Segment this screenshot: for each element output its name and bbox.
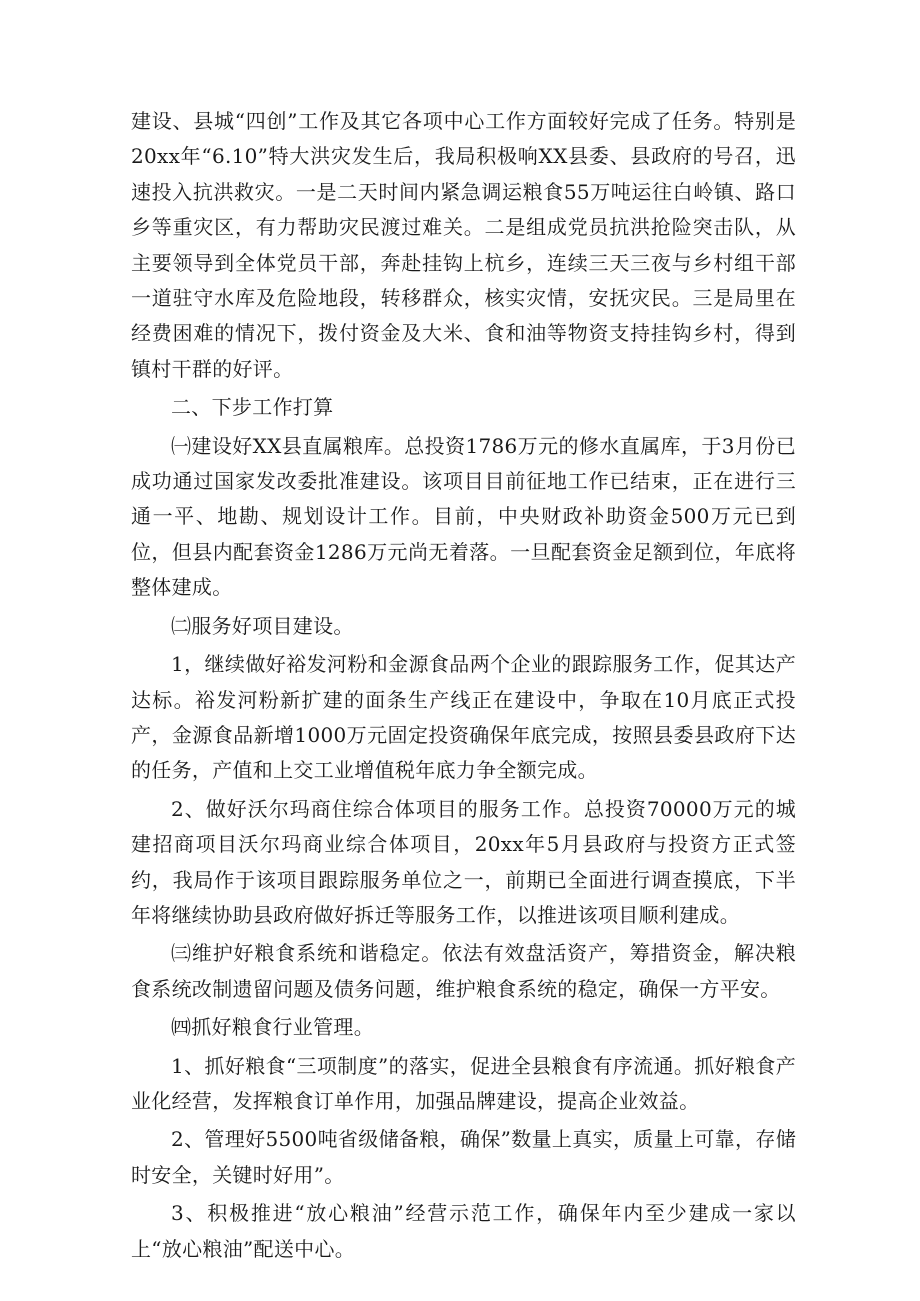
paragraph-safe-grain-oil: 3、积极推进“放心粮油”经营示范工作，确保年内至少建成一家以上“放心粮油”配送中心。 — [131, 1201, 796, 1261]
section-heading-next-steps: 二、下步工作打算 — [171, 395, 334, 420]
paragraph-project-service-heading: ㈡服务好项目建设。 — [171, 613, 354, 638]
paragraph-grain-depot: ㈠建设好XX县直属粮库。总投资1786万元的修水直属库，于3月份已成功通过国家发改委批准建设。该项目目前征地工作已结束，正在进行三通一平、地勘、规划设计工作。目前，中央财政补助资金500万元已到位，但县内配套资金1286万元尚无着落。一旦配套资金足额到位，年底将整体建成。 — [131, 433, 796, 600]
paragraph-walmart-project: 2、做好沃尔玛商住综合体项目的服务工作。总投资70000万元的城建招商项目沃尔玛商业综合体项目，20xx年5月县政府与投资方正式签约，我局作于该项目跟踪服务单位之一，前期已全面进行调查摸底，下半年将继续协助县政府做好拆迁等服务工作，以推进该项目顺利建成。 — [131, 796, 796, 927]
paragraph-enterprise-service: 1，继续做好裕发河粉和金源食品两个企业的跟踪服务工作，促其达产达标。裕发河粉新扩建的面条生产线正在建设中，争取在10月底正式投产，金源食品新增1000万元固定投资确保年底完成，按照县委县政府下达的任务，产值和上交工业增值税年底力争全额完成。 — [131, 652, 796, 783]
paragraph-three-systems: 1、抓好粮食“三项制度”的落实，促进全县粮食有序流通。抓好粮食产业化经营，发挥粮食订单作用，加强品牌建设，提高企业效益。 — [131, 1053, 796, 1113]
paragraph-industry-management-heading: ㈣抓好粮食行业管理。 — [171, 1015, 374, 1040]
paragraph-system-stability: ㈢维护好粮食系统和谐稳定。依法有效盘活资产，筹措资金，解决粮食系统改制遗留问题及债务问题，维护粮食系统的稳定，确保一方平安。 — [131, 941, 796, 1001]
paragraph-disaster-relief: 建设、县城“四创”工作及其它各项中心工作方面较好完成了任务。特别是20xx年“6.10”特大洪灾发生后，我局积极响XX县委、县政府的号召，迅速投入抗洪救灾。一是二天时间内紧急调运粮食55万吨运往白岭镇、路口乡等重灾区，有力帮助灾民渡过难关。二是组成党员抗洪抢险突击队，从主要领导到全体党员干部，奔赴挂钩上杭乡，连续三天三夜与乡村组干部一道驻守水库及危险地段，转移群众，核实灾情，安抚灾民。三是局里在经费困难的情况下，拨付资金及大米、食和油等物资支持挂钩乡村，得到镇村干群的好评。 — [131, 109, 796, 381]
paragraph-reserve-grain: 2、管理好5500吨省级储备粮，确保”数量上真实，质量上可靠，存储时安全，关键时好用”。 — [131, 1127, 796, 1187]
